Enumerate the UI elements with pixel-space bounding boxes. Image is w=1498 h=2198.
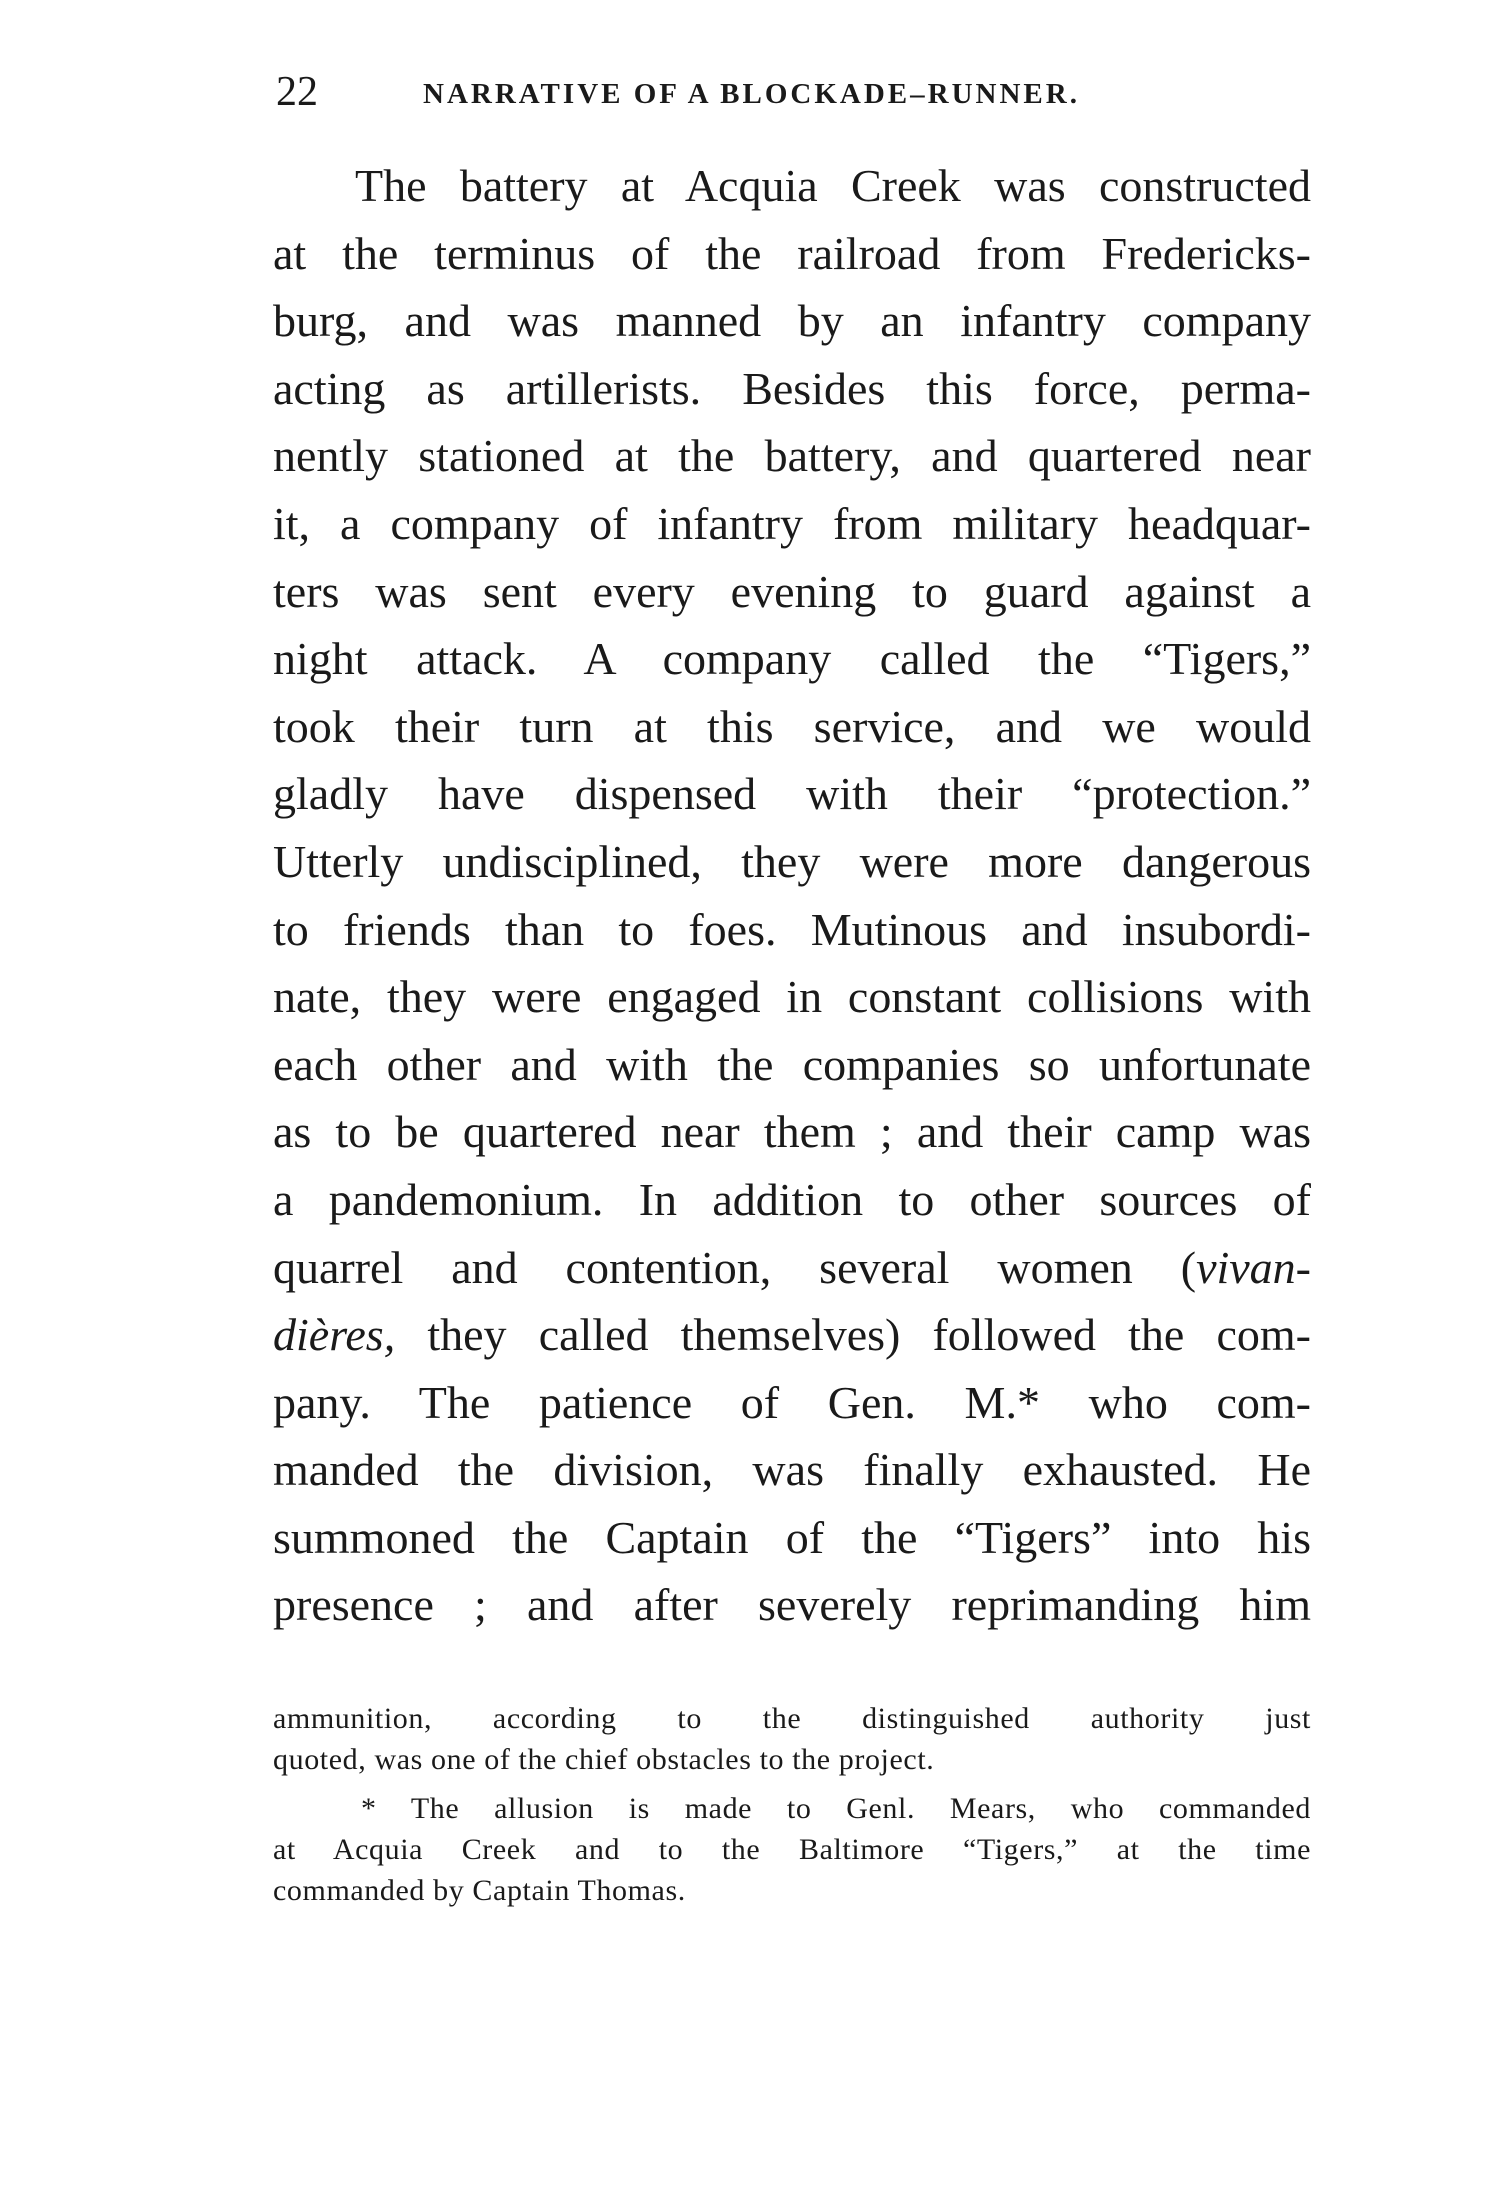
footnote-line: * The allusion is made to Genl. Mears, who commanded [361,1792,1311,1825]
text-line [273,1301,1311,1369]
text-segment: quarrel and contention, several women ( [273,1241,1197,1293]
text-line: summoned the Captain of the “Tigers” into his [273,1511,1311,1563]
text-line: nate, they were engaged in constant collisions with [273,971,1311,1023]
text-line: as to be quartered near them ; and their camp was [273,1106,1311,1158]
footnote-line: quoted, was one of the chief obstacles to the project. [273,1743,935,1776]
footnote-line: ammunition, according to the distinguished authority just [273,1702,1311,1735]
text-line: gladly have dispensed with their “protection.” [273,768,1311,820]
text-line: manded the division, was finally exhausted. He [273,1444,1311,1496]
text-line [273,1234,1311,1302]
text-line: each other and with the companies so unfortunate [273,1038,1311,1090]
text-line: a pandemonium. In addition to other sources of [273,1173,1311,1225]
text-line: to friends than to foes. Mutinous and insubordi- [273,903,1311,955]
italic-text: vivan- [1196,1241,1311,1293]
text-line: Utterly undisciplined, they were more dangerous [273,835,1311,887]
italic-text: dières, [273,1309,396,1361]
text-line: burg, and was manned by an infantry company [273,295,1311,347]
text-line: presence ; and after severely reprimanding him [273,1579,1311,1631]
running-title: NARRATIVE OF A BLOCKADE–RUNNER. [423,78,1080,110]
text-line: pany. The patience of Gen. M.* who com- [273,1376,1311,1428]
footnote-line: at Acquia Creek and to the Baltimore “Tigers,” at the time [273,1833,1311,1866]
body-text [273,152,1311,1639]
text-line: ters was sent every evening to guard against a [273,565,1311,617]
page-number: 22 [276,69,318,115]
text-line: took their turn at this service, and we would [273,700,1311,752]
text-line: night attack. A company called the “Tigers,” [273,633,1311,685]
text-line: nently stationed at the battery, and quartered near [273,430,1311,482]
footnotes [273,1698,1311,1911]
text-line: acting as artillerists. Besides this force, perma- [273,362,1311,414]
page-header [276,68,1311,115]
text-line: it, a company of infantry from military headquar- [273,497,1311,549]
text-segment: they called themselves) followed the com- [395,1309,1311,1361]
footnote-line: commanded by Captain Thomas. [273,1874,686,1907]
text-line: The battery at Acquia Creek was constructed [355,160,1311,211]
text-line: at the terminus of the railroad from Fredericks- [273,227,1311,279]
